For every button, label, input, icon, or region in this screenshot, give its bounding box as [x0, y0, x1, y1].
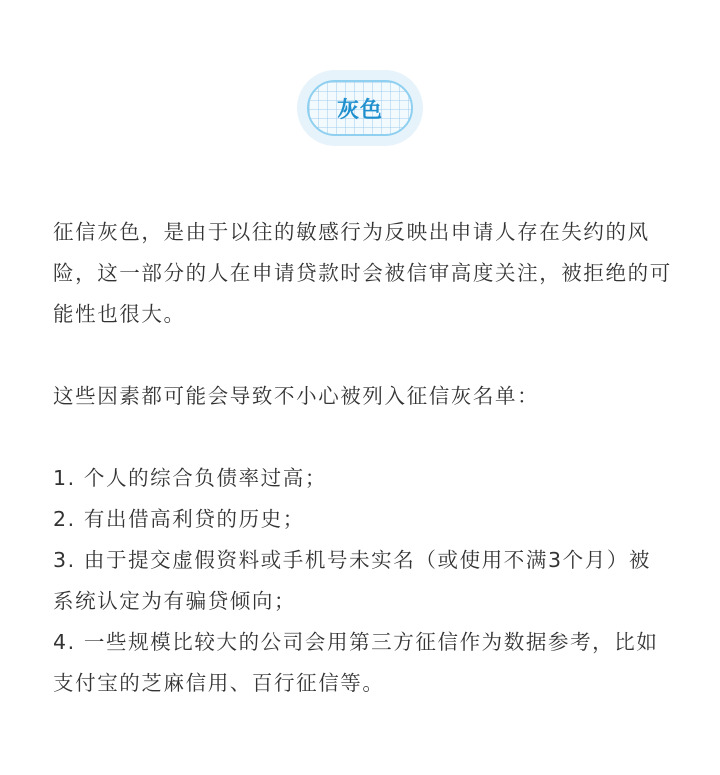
list-intro-paragraph: 这些因素都可能会导致不小心被列入征信灰名单： — [53, 384, 540, 408]
paragraph-spacer — [53, 335, 673, 376]
section-title: 灰色 — [336, 97, 383, 123]
paragraph-spacer — [53, 417, 673, 458]
factor-item-1: 1. 个人的综合负债率过高； — [53, 466, 327, 490]
intro-paragraph: 征信灰色，是由于以往的敏感行为反映出申请人存在失约的风险，这一部分的人在申请贷款时会被信审高度关注，被拒绝的可能性也很大。 — [53, 220, 672, 326]
factor-item-3: 3. 由于提交虚假资料或手机号未实名（或使用不满3个月）被系统认定为有骗贷倾向； — [53, 548, 652, 613]
factor-item-4: 4. 一些规模比较大的公司会用第三方征信作为数据参考，比如支付宝的芝麻信用、百行征信等。 — [53, 630, 659, 695]
factor-item-2: 2. 有出借高利贷的历史； — [53, 507, 305, 531]
section-badge — [307, 80, 413, 136]
article-body — [53, 212, 673, 704]
